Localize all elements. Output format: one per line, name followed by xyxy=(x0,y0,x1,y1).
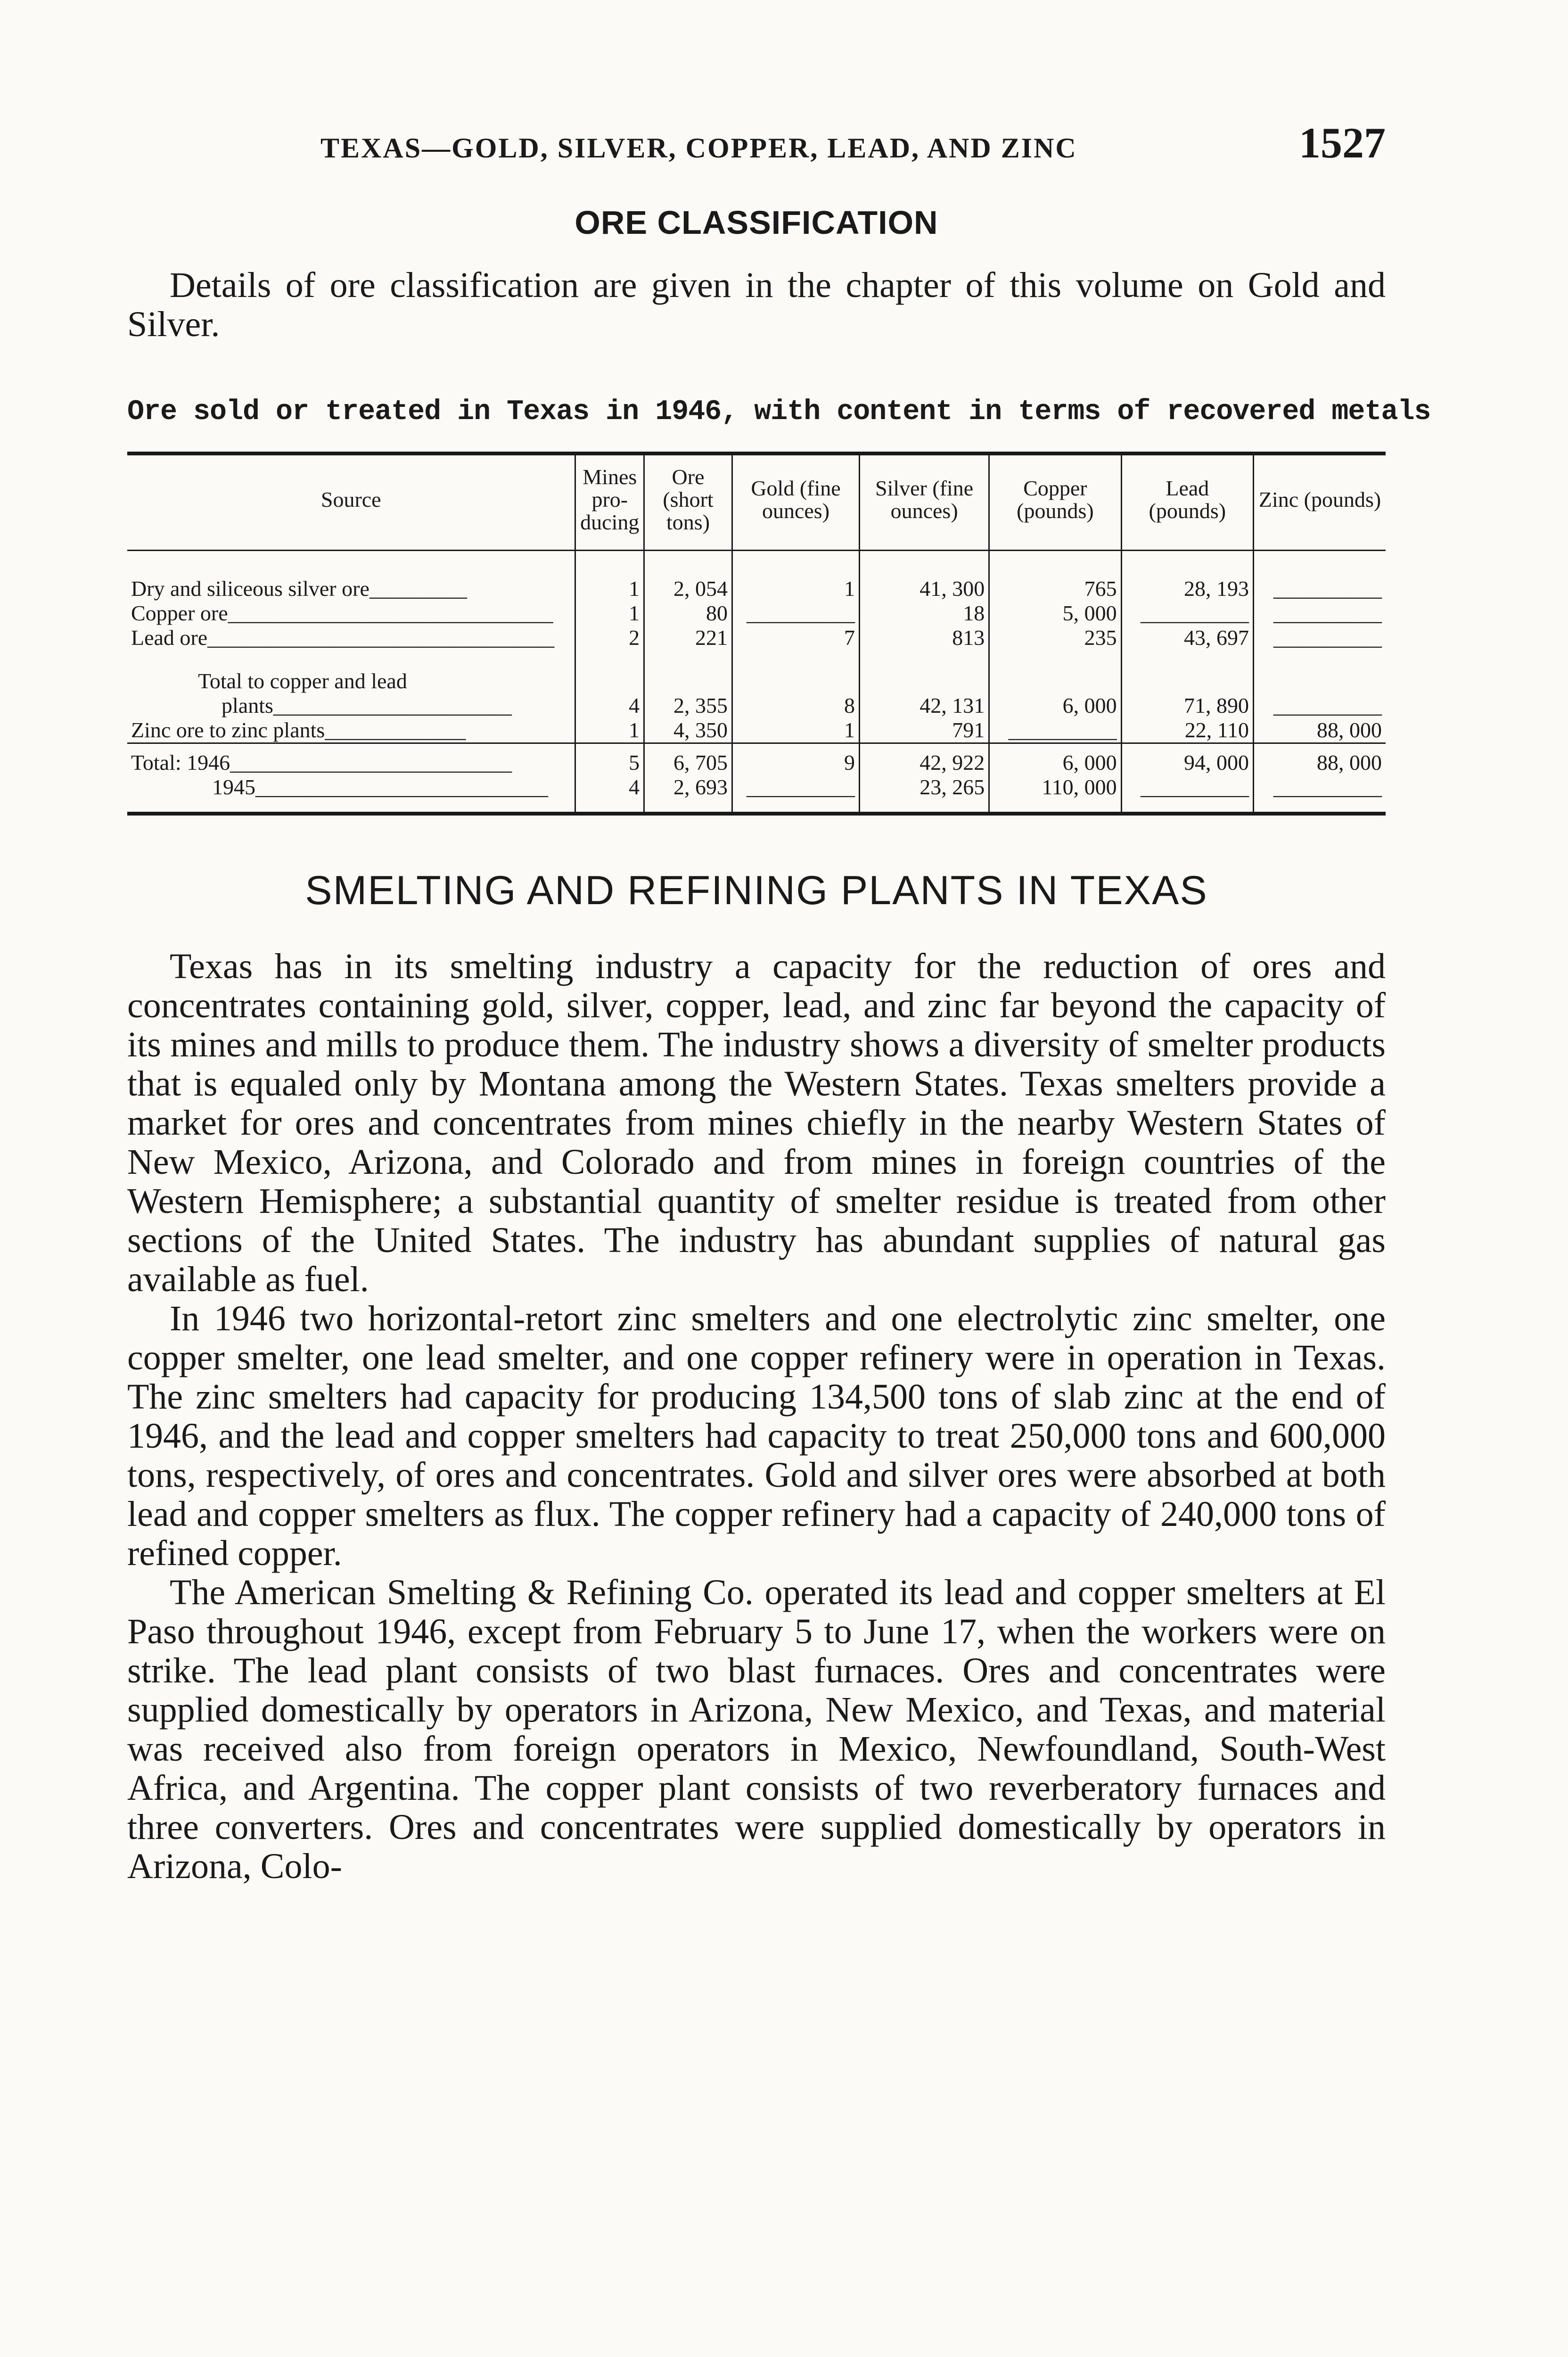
table-row: Dry and siliceous silver ore_________ 1 2, 054 1 41, 300 765 28, 193 __________ xyxy=(127,551,1386,602)
running-title: TEXAS—GOLD, SILVER, COPPER, LEAD, AND ZINC xyxy=(320,132,1077,164)
table-row: 1945___________________________ 4 2, 693 __________ 23, 265 110, 000 __________ __________ xyxy=(127,775,1386,814)
running-head xyxy=(127,118,1386,170)
ore-classification-text: Details of ore classification are given in the chapter of this volume on Gold and Silver. xyxy=(127,265,1386,344)
col-mines: Mines pro- ducing xyxy=(575,453,644,551)
col-lead: Lead (pounds) xyxy=(1121,453,1253,551)
smelting-paragraph: In 1946 two horizontal-retort zinc smelters and one electrolytic zinc smelter, one copper smelter, one lead smelter, and one copper refinery were in operation in Texas. The zinc smelters had capacity for producing 134,500 tons of slab zinc at the end of 1946, and the lead and copper smelters had capacity to treat 250,000 tons and 600,000 tons, respectively, of ores and concentrates. Gold and silver ores were absorbed at both lead and copper smelters as flux. The copper refinery had a capacity of 240,000 tons of refined copper. xyxy=(127,1299,1386,1573)
col-copper: Copper (pounds) xyxy=(989,453,1121,551)
ore-classification-heading: ORE CLASSIFICATION xyxy=(575,204,938,241)
col-source: Source xyxy=(127,453,575,551)
table-row: Total: 1946__________________________ 5 6, 705 9 42, 922 6, 000 94, 000 88, 000 xyxy=(127,743,1386,775)
page-number: 1527 xyxy=(1299,119,1386,167)
smelting-heading: SMELTING AND REFINING PLANTS IN TEXAS xyxy=(305,868,1208,913)
table-caption: Ore sold or treated in Texas in 1946, with content in terms of recovered metals xyxy=(127,396,1431,428)
col-silver: Silver (fine ounces) xyxy=(860,453,989,551)
table-row: Copper ore______________________________ 1 80 __________ 18 5, 000 __________ __________ xyxy=(127,601,1386,626)
table-header-row xyxy=(127,453,1386,551)
col-ore: Ore (short tons) xyxy=(644,453,732,551)
document-page xyxy=(127,118,1431,1886)
table-row: Lead ore________________________________ 2 221 7 813 235 43, 697 __________ xyxy=(127,626,1386,650)
ore-table xyxy=(127,452,1386,816)
table-row: Zinc ore to zinc plants_____________ 1 4, 350 1 791 __________ 22, 110 88, 000 xyxy=(127,718,1386,743)
smelting-paragraph: Texas has in its smelting industry a capacity for the reduction of ores and concentrates containing gold, silver, copper, lead, and zinc far beyond the capacity of its mines and mills to produce them. The industry shows a diversity of smelter products that is equaled only by Montana among the Western States. Texas smelters provide a market for ores and concentrates from mines chiefly in the nearby Western States of New Mexico, Arizona, and Colorado and from mines in foreign countries of the Western Hemisphere; a substantial quantity of smelter residue is treated from other sections of the United States. The industry has abundant supplies of natural gas available as fuel. xyxy=(127,947,1386,1299)
table-row: Total to copper and lead xyxy=(127,650,1386,693)
table-row: plants______________________ 4 2, 355 8 42, 131 6, 000 71, 890 __________ xyxy=(127,693,1386,718)
smelting-paragraph: The American Smelting & Refining Co. operated its lead and copper smelters at El Paso throughout 1946, except from February 5 to June 17, when the workers were on strike. The lead plant consists of two blast furnaces. Ores and concentrates were supplied domestically by operators in Arizona, New Mexico, and Texas, and material was received also from foreign operators in Mexico, Newfoundland, South-West Africa, and Argentina. The copper plant consists of two reverberatory furnaces and three converters. Ores and concentrates were supplied domestically by operators in Arizona, Colo- xyxy=(127,1573,1386,1886)
col-zinc: Zinc (pounds) xyxy=(1254,453,1386,551)
col-gold: Gold (fine ounces) xyxy=(732,453,860,551)
